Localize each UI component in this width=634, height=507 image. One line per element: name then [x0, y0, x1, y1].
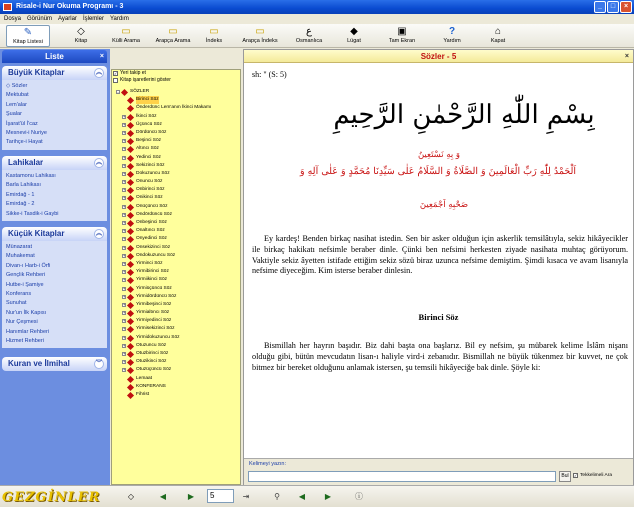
expand-icon[interactable]: + [123, 277, 126, 283]
expand-icon[interactable]: + [123, 359, 126, 365]
sidebar-item[interactable]: Gençlik Rehberi [6, 272, 46, 279]
diamond-icon [127, 294, 134, 301]
paragraph-2: Bismillah her hayrın başıdır. Biz dahi başta ona başlarız. Bil ey nefsim, şu mübarek kelime İslâm nişanı olduğu gibi, bütün mevcudatın lisan-ı haliyle vird-i zebanıdır. Bismillah ne büyük tükenmez bir kuvvet, ne çok bitmez bir bereket olduğunu anlamak istersen, şu temsili hikâyeciğe bak dinle. Şöyle ki: [252, 341, 628, 372]
dictionary-button[interactable]: ◆ Lügat [347, 26, 361, 44]
folder-search-icon: ▭ [168, 26, 178, 37]
section-header[interactable]: Lahikalar ︽ [2, 156, 107, 170]
tree-node[interactable]: + Yirmisekizinci Söz [112, 325, 240, 333]
diamond-icon [127, 179, 134, 186]
menu-bar [0, 14, 634, 24]
diamond-icon [127, 253, 134, 260]
sidebar-item[interactable]: Kastamonu Lahikası [6, 173, 56, 179]
help-button[interactable]: ? Yardım [443, 26, 461, 44]
tree-node[interactable]: KONFERANS [112, 383, 240, 391]
tree-node[interactable]: + Dokuzuncu Söz [112, 170, 240, 178]
section-kucuk-kitaplar [2, 227, 107, 348]
diamond-icon [127, 269, 134, 276]
dictionary-icon: ◆ [350, 26, 358, 37]
close-door-icon: ⌂ [494, 26, 502, 37]
diamond-icon [127, 105, 134, 112]
page-number-input[interactable]: 5 [207, 489, 234, 503]
arabic-search-button[interactable]: ▭ Arapça Arama [155, 26, 191, 44]
diamond-icon [127, 195, 134, 202]
tree-node[interactable]: + Yirmidördüncü Söz [112, 293, 240, 301]
diamond-icon [127, 204, 134, 211]
arabic-line-2: اَلْحَمْدُ لِلّٰهِ رَبِّ الْعَالَمِينَ وَ الصَّلَاةُ وَ السَّلَامُ عَلٰى سَيِّدِنَا مُحَمَّدٍ وَ عَلٰى آلِهِ وَ [299, 166, 577, 177]
book-button[interactable]: ◇ Kitap [74, 26, 88, 44]
section-header[interactable]: Küçük Kitaplar ︽ [2, 227, 107, 241]
sidebar-item[interactable]: Hizmet Rehberi [6, 338, 44, 345]
expand-icon[interactable]: + [123, 244, 126, 250]
next-page-icon[interactable]: ▶ [187, 492, 195, 501]
section-header[interactable]: Kuran ve İlmihal ︾ [2, 357, 107, 371]
minimize-button[interactable]: _ [594, 1, 606, 13]
diamond-icon [127, 376, 134, 383]
book-icon: ◇ [77, 26, 85, 37]
sidebar-item-sozler[interactable]: ◇ Sözler [6, 83, 28, 89]
folder-index-icon: ▭ [255, 26, 265, 37]
arabic-line-3: صَحْبِهِ اَجْمَعِينَ [419, 200, 469, 210]
tree-node[interactable]: + Onüçüncü Söz [112, 203, 240, 211]
page-reference: sh: " (S: 5) [252, 70, 287, 79]
expand-icon[interactable]: + [123, 236, 126, 242]
diamond-icon [127, 351, 134, 358]
paragraph-1: Ey kardeş! Benden birkaç nasihat istedin. Sen bir asker olduğun için askerlik temsilâtıyla, sekiz hikâyecikler ile birkaç hakikatı nefsimle beraber dinle. Çünki ben nefsimi herkesten ziyade nasihata muhtaç görüyorum. Vaktiyle sekiz âyetten istifade ettiğim sekiz sözü biraz uzunca nefsime demiştim. Şimdi kısaca ve avam lisanıyla nefsime diyeceğim. Kim isterse beraber dinlesin. [252, 234, 628, 276]
sidebar-item[interactable]: Barla Lahikası [6, 182, 41, 189]
expand-icon[interactable]: + [123, 195, 126, 201]
expand-icon[interactable]: + [123, 121, 126, 127]
diamond-icon [127, 392, 134, 399]
diamond-icon [121, 89, 128, 96]
tree-node[interactable]: Birinci Söz [112, 96, 240, 104]
expand-icon[interactable]: + [123, 269, 126, 275]
tree-node[interactable]: + Onbirinci Söz [112, 186, 240, 194]
arabic-line-1: وَ بِهِ نَسْتَعِينُ [417, 150, 461, 160]
tree-node[interactable]: + Yirmidokuzuncu Söz [112, 334, 240, 342]
sidebar-item[interactable]: Mesnevi-i Nuriye [6, 130, 47, 137]
tree-node[interactable]: + Onikinci Söz [112, 194, 240, 202]
diamond-icon [127, 228, 134, 235]
section-lahikalar [2, 156, 107, 221]
diamond-icon [127, 154, 134, 161]
diamond-icon [127, 163, 134, 170]
diamond-icon [127, 171, 134, 178]
tree-node[interactable]: + Otuzüçüncü Söz [112, 366, 240, 374]
tree-node[interactable]: + Dördüncü Söz [112, 129, 240, 137]
prev-result-icon[interactable]: ◀ [298, 492, 306, 501]
expand-icon[interactable]: + [123, 138, 126, 144]
fullscreen-icon: ▣ [397, 26, 407, 37]
section-heading: Birinci Söz [418, 312, 459, 322]
tree-node[interactable]: + Otuzikinci Söz [112, 358, 240, 366]
tree-node[interactable]: + Yirmialtıncı Söz [112, 309, 240, 317]
expand-icon[interactable]: + [123, 318, 126, 324]
tree-node[interactable]: + Yirminci Söz [112, 260, 240, 268]
gezginler-logo: GEZGİNLER [2, 490, 101, 505]
index-button[interactable]: ▭ İndeks [205, 26, 223, 44]
chevron-down-icon[interactable]: ︾ [95, 361, 102, 367]
section-kuran-ilmihal [2, 357, 107, 371]
sidebar-item[interactable]: Tarihçe-i Hayat [6, 139, 43, 146]
tree-node[interactable]: + Yirmibeşinci Söz [112, 301, 240, 309]
chevron-up-icon[interactable]: ︽ [95, 231, 102, 237]
fullscreen-button[interactable]: ▣ Tam Ekran [388, 26, 416, 44]
expand-icon[interactable]: + [123, 228, 126, 234]
sidebar-item[interactable]: Nur Çeşmesi [6, 319, 38, 326]
ottoman-letter-icon: ع [306, 26, 312, 37]
sidebar-item[interactable]: İşarat'ül İ'caz [6, 120, 38, 127]
next-result-icon[interactable]: ▶ [324, 492, 332, 501]
status-bar [0, 485, 634, 507]
tree-node[interactable]: + Üçüncü Söz [112, 121, 240, 129]
tree-node[interactable]: Lemaat [112, 375, 240, 383]
expand-icon[interactable]: + [123, 170, 126, 176]
expand-icon[interactable]: + [123, 301, 126, 307]
sidebar-item[interactable]: Münazarat [6, 244, 32, 250]
expand-icon[interactable]: + [123, 179, 126, 185]
checkbox[interactable] [113, 78, 118, 83]
menu-ayarlar[interactable]: Ayarlar [58, 16, 77, 22]
diamond-icon [127, 277, 134, 284]
sidebar [0, 49, 110, 485]
chevron-up-icon[interactable]: ︽ [95, 160, 102, 166]
folder-index-icon: ▭ [209, 26, 219, 37]
help-icon: ? [448, 26, 456, 37]
sidebar-item[interactable]: Emirdağ - 1 [6, 191, 35, 198]
expand-icon[interactable]: + [123, 326, 126, 332]
expand-icon[interactable]: + [123, 211, 126, 217]
tree-node[interactable]: + Altıncı Söz [112, 145, 240, 153]
folder-search-icon: ▭ [121, 26, 131, 37]
diamond-icon [127, 367, 134, 374]
expand-icon[interactable]: + [123, 293, 126, 299]
maximize-button[interactable]: □ [607, 1, 619, 13]
search-input[interactable] [248, 471, 556, 482]
window-title: Risale-i Nur Okuma Programı - 3 [16, 3, 124, 10]
app-icon [3, 3, 12, 11]
tree-node[interactable]: + Onuncu Söz [112, 178, 240, 186]
tree-panel [111, 69, 241, 485]
book-list-button[interactable]: ✎ Kitap Listesi [6, 25, 50, 47]
sidebar-item[interactable]: Muhakemat [6, 253, 35, 260]
checkbox[interactable]: ✓ [574, 473, 578, 478]
sidebar-item[interactable]: Şualar [6, 111, 22, 118]
tree-node[interactable]: + Ondokuzuncu Söz [112, 252, 240, 260]
sidebar-item[interactable]: Nur'un İlk Kapısı [6, 309, 47, 316]
tree-node[interactable]: + Ondördüncü Söz [112, 211, 240, 219]
tree-node[interactable]: Fihrist [112, 391, 240, 399]
expand-icon[interactable]: + [123, 351, 126, 356]
diamond-icon [127, 130, 134, 137]
menu-islemler[interactable]: İşlemler [82, 16, 104, 22]
diamond-icon [127, 138, 134, 145]
tree-node[interactable]: + Yirmibirinci Söz [112, 268, 240, 276]
sidebar-item[interactable]: Lem'alar [6, 101, 27, 108]
binoculars-icon[interactable]: ⚲ [274, 492, 280, 501]
diamond-icon [127, 245, 134, 252]
search-label: Kelimeyi yazın: [249, 461, 286, 467]
search-bar [244, 458, 633, 485]
arabic-index-button[interactable]: ▭ Arapça İndeks [242, 26, 278, 44]
tree-node[interactable]: + Beşinci Söz [112, 137, 240, 145]
tree-node[interactable]: Önderdünc Lem'anın İkinci Makamı [112, 104, 240, 112]
tree-node[interactable]: + Yirmiüçüncü Söz [112, 285, 240, 293]
expand-icon[interactable]: + [123, 220, 126, 225]
tree-node[interactable]: + Yirmiikinci Söz [112, 276, 240, 284]
diamond-icon [127, 261, 134, 268]
expand-icon[interactable]: + [123, 342, 126, 348]
expand-icon[interactable]: + [123, 285, 126, 291]
sidebar-item[interactable]: Hutbe-i Şamiye [6, 281, 44, 288]
expand-icon[interactable]: + [123, 154, 126, 160]
diamond-icon [127, 384, 134, 391]
chevron-up-icon[interactable]: ︽ [95, 70, 102, 76]
follow-checkbox[interactable]: ✓ Yeri takip et [114, 70, 146, 76]
diamond-icon [127, 318, 134, 325]
info-icon[interactable]: ⓘ [355, 492, 363, 501]
expand-icon[interactable]: + [123, 113, 126, 119]
diamond-icon [127, 114, 134, 121]
general-search-button[interactable]: ▭ Külli Arama [112, 26, 140, 44]
checkbox[interactable]: ✓ [114, 71, 118, 76]
title-bar [0, 0, 634, 14]
reader-title: Sözler - 5 × [244, 50, 633, 63]
section-header[interactable]: Büyük Kitaplar ︽ [2, 66, 107, 80]
diamond-icon [127, 236, 134, 243]
menu-gorunum[interactable]: Görünüm [27, 16, 53, 22]
single-word-checkbox[interactable]: ✓ Tekkelimeli Ara [574, 473, 612, 478]
expand-icon[interactable]: + [123, 203, 126, 209]
book-icon[interactable]: ◇ [127, 492, 135, 501]
goto-page-icon[interactable]: ⇥ [242, 492, 250, 501]
diamond-icon [127, 187, 134, 194]
sidebar-item[interactable]: Hanımlar Rehberi [6, 328, 50, 335]
toolbar [0, 24, 634, 48]
expand-icon[interactable]: + [123, 260, 126, 266]
diamond-icon [127, 97, 134, 104]
prev-page-icon[interactable]: ◀ [159, 492, 167, 501]
diamond-icon [127, 122, 134, 129]
diamond-icon [127, 326, 134, 333]
sidebar-item[interactable]: Mektubat [6, 92, 29, 99]
tree-node[interactable]: + İkinci Söz [112, 113, 240, 121]
bookmarks-checkbox[interactable]: Kitap işaretlerini göster [113, 77, 171, 84]
expand-icon[interactable]: + [123, 146, 126, 152]
tree-node[interactable]: + Otuzbirinci Söz [112, 350, 240, 358]
ottoman-button[interactable]: ع Osmanlıca [295, 26, 323, 44]
sidebar-item[interactable]: Emirdağ - 2 [6, 201, 35, 208]
diamond-icon [127, 146, 134, 153]
sidebar-item[interactable]: Sikke-i Tasdik-i Gaybi [6, 210, 59, 217]
expand-icon[interactable]: + [123, 367, 126, 373]
books-icon: ✎ [23, 27, 33, 38]
tree-node[interactable]: + Yirmiyedinci Söz [112, 317, 240, 325]
menu-yardim[interactable]: Yardım [109, 16, 129, 22]
diamond-icon [127, 343, 134, 350]
expand-icon[interactable]: + [123, 162, 126, 168]
exit-button[interactable]: ⌂ Kapat [490, 26, 506, 44]
find-button[interactable]: Bul [559, 471, 571, 482]
diamond-icon [127, 359, 134, 366]
tree-node[interactable]: + Sekizinci Söz [112, 162, 240, 170]
sidebar-title: Liste × [2, 50, 107, 63]
reader-close-icon[interactable]: × [624, 53, 629, 60]
expand-icon[interactable]: + [123, 187, 126, 193]
reader-pane [243, 49, 634, 485]
diamond-icon [127, 220, 134, 227]
tree-node[interactable]: + Onsekizinci Söz [112, 244, 240, 252]
sidebar-item[interactable]: Divan-ı Harb-i Örfi [6, 262, 51, 269]
sidebar-close-icon[interactable]: × [99, 53, 104, 60]
tree-node[interactable]: + Yedinci Söz [112, 154, 240, 162]
sidebar-item[interactable]: Konferans [6, 291, 32, 298]
tree-node[interactable]: + Onyedinci Söz [112, 235, 240, 243]
diamond-icon [127, 285, 134, 292]
expand-icon[interactable]: + [123, 310, 126, 316]
basmala-calligraphy [333, 85, 595, 140]
basmala-text: بِسْمِ اللّٰهِ الرَّحْمٰنِ الرَّحِيمِ [333, 100, 595, 130]
close-window-button[interactable]: × [620, 1, 632, 13]
diamond-icon [127, 302, 134, 309]
diamond-icon [127, 212, 134, 219]
tree-node[interactable]: + Onbeşinci Söz [112, 219, 240, 227]
diamond-icon [127, 310, 134, 317]
section-buyuk-kitaplar [2, 66, 107, 150]
tree-node[interactable]: + Otuzuncu Söz [112, 342, 240, 350]
menu-dosya[interactable]: Dosya [4, 16, 22, 22]
collapse-icon[interactable]: - [117, 89, 119, 94]
sidebar-item[interactable]: Sunuhat [6, 300, 27, 307]
expand-icon[interactable]: + [123, 252, 126, 258]
tree-root[interactable]: - SÖZLER [112, 88, 240, 96]
diamond-icon [127, 335, 134, 342]
expand-icon[interactable]: + [123, 334, 126, 340]
tree-node[interactable]: + Onaltıncı Söz [112, 227, 240, 235]
expand-icon[interactable]: + [123, 129, 126, 135]
